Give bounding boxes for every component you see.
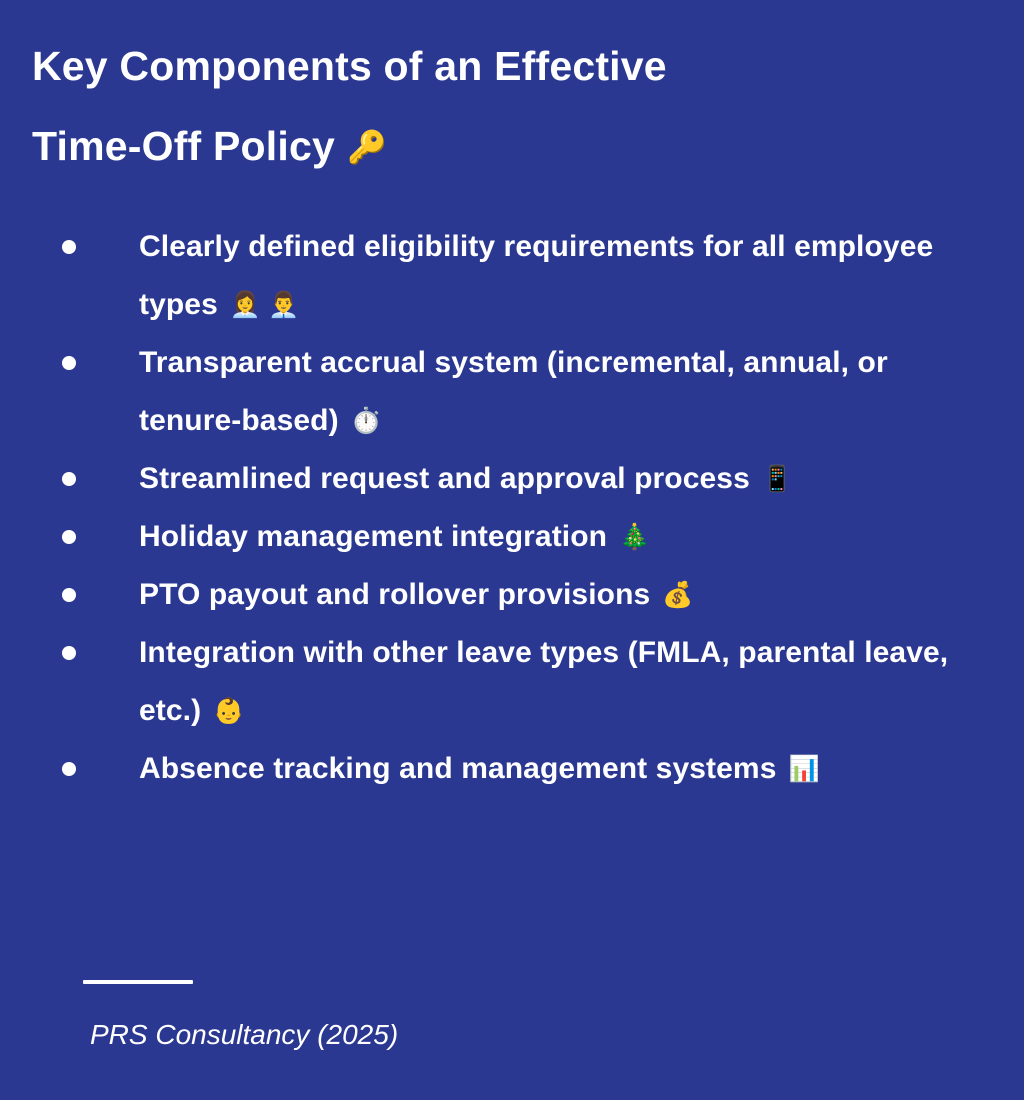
list-item-text: Absence tracking and management systems [139, 752, 777, 785]
money-bag-icon: 💰 [662, 581, 694, 609]
list-item [62, 218, 962, 334]
list-item-text: Clearly defined eligibility requirements for all employee types [139, 230, 934, 321]
list-item [62, 740, 962, 798]
list-item-text: Holiday management integration [139, 520, 608, 553]
list-item [62, 566, 962, 624]
list-item [62, 508, 962, 566]
christmas-tree-icon: 🎄 [619, 523, 651, 551]
key-icon: 🔑 [346, 129, 387, 166]
bullet-dot [62, 588, 76, 602]
slide-title-line-1: Key Components of an Effective [32, 43, 667, 89]
employees-icon: 👩‍💼 👨‍💼 [229, 291, 300, 319]
list-item [62, 624, 962, 740]
bullet-dot [62, 240, 76, 254]
slide-title-line-2-text: Time-Off Policy [32, 123, 335, 169]
list-item-text: PTO payout and rollover provisions [139, 578, 651, 611]
list-item-text: Integration with other leave types (FMLA, parental leave, etc.) [139, 636, 949, 727]
bar-chart-icon: 📊 [788, 755, 820, 783]
bullet-dot [62, 762, 76, 776]
baby-icon: 👶 [213, 697, 245, 725]
bullet-dot [62, 472, 76, 486]
bullet-dot [62, 646, 76, 660]
mobile-phone-icon: 📱 [761, 465, 794, 493]
stopwatch-icon: ⏱️ [350, 407, 382, 435]
list-item-text: Transparent accrual system (incremental, annual, or tenure-based) [139, 346, 888, 437]
bullet-dot [62, 530, 76, 544]
citation: PRS Consultancy (2025) [90, 1019, 399, 1050]
list-item [62, 334, 962, 450]
slide-title-line-2 [32, 106, 932, 187]
citation-divider [83, 980, 193, 984]
components-list [62, 218, 962, 798]
list-item [62, 450, 962, 508]
list-item-text: Streamlined request and approval process [139, 462, 750, 495]
bullet-dot [62, 356, 76, 370]
slide-title [32, 26, 932, 187]
